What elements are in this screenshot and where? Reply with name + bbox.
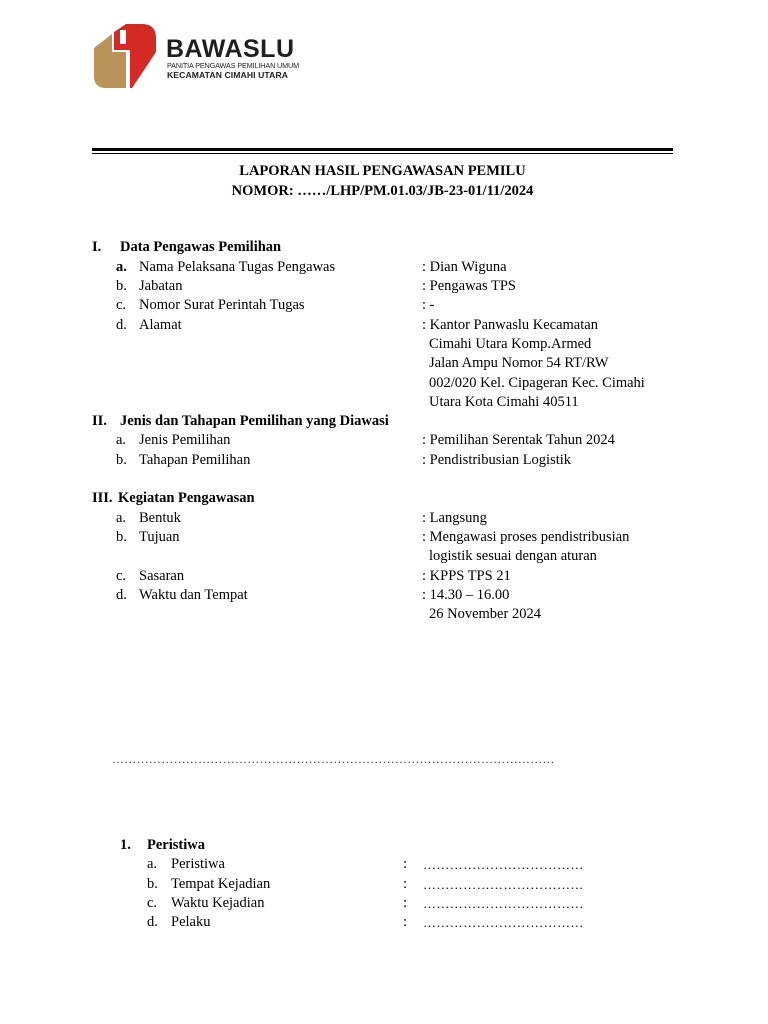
item-value: : Kantor Panwaslu Kecamatan [422,317,598,333]
item-label: Bentuk [139,510,181,526]
report-title: LAPORAN HASIL PENGAWASAN PEMILU [239,163,526,179]
address-line: Cimahi Utara Komp.Armed [429,336,592,352]
item-label: Nomor Surat Perintah Tugas [139,297,305,313]
item-value: : Pengawas TPS [422,278,516,294]
item-letter: a. [116,259,127,275]
blank-field: ……………………………… [423,877,584,892]
bawaslu-emblem-icon [92,22,158,90]
section-2-heading: Jenis dan Tahapan Pemilihan yang Diawasi [120,413,389,429]
item-colon: : [403,876,408,892]
item-value: : Mengawasi proses pendistribusian [422,529,630,545]
item-letter: c. [147,895,158,911]
item-value: : Pendistribusian Logistik [422,452,572,468]
logo-subtitle: PANITIA PENGAWAS PEMILIHAN UMUM [167,61,300,70]
item-label: Peristiwa [171,856,225,872]
blank-field: ……………………………… [423,857,584,872]
report-number: NOMOR: ……/LHP/PM.01.03/JB-23-01/11/2024 [231,183,534,199]
blank-field: ……………………………… [423,915,584,930]
item-letter: b. [147,876,158,892]
item-label: Pelaku [171,914,211,930]
header-rule-thin [92,153,673,154]
item-letter: c. [116,568,127,584]
item-label: Jabatan [139,278,183,294]
item-label: Tempat Kejadian [171,876,271,892]
item-letter: c. [116,297,127,313]
address-line: Jalan Ampu Nomor 54 RT/RW [429,355,609,371]
section-3-heading: Kegiatan Pengawasan [118,490,255,506]
item-letter: b. [116,278,127,294]
header-rule-thick [92,148,673,151]
waktu-continuation: 26 November 2024 [429,606,541,622]
item-value: : Langsung [422,510,487,526]
item-letter: d. [147,914,158,930]
item-colon: : [403,856,408,872]
bawaslu-logo [92,22,158,90]
dotted-separator: ……………………………………………………………………………………………… [112,752,555,766]
item-label: Nama Pelaksana Tugas Pengawas [139,259,336,275]
item-letter: a. [116,432,127,448]
item-letter: a. [116,510,127,526]
peristiwa-number: 1. [120,837,131,853]
item-letter: d. [116,317,127,333]
section-2-number: II. [92,413,107,429]
peristiwa-heading: Peristiwa [147,837,205,853]
address-line: Utara Kota Cimahi 40511 [429,394,579,410]
item-letter: a. [147,856,158,872]
item-label: Alamat [139,317,182,333]
tujuan-continuation: logistik sesuai dengan aturan [429,548,597,564]
address-line: 002/020 Kel. Cipageran Kec. Cimahi [429,375,645,391]
item-value: : - [422,297,435,313]
logo-name: BAWASLU [166,35,295,63]
item-label: Waktu Kejadian [171,895,265,911]
item-label: Tahapan Pemilihan [139,452,251,468]
section-1-heading: Data Pengawas Pemilihan [120,239,282,255]
item-colon: : [403,914,408,930]
item-value: : Dian Wiguna [422,259,507,275]
item-letter: b. [116,529,127,545]
item-label: Jenis Pemilihan [139,432,231,448]
item-value: : KPPS TPS 21 [422,568,511,584]
logo-subtitle-location: KECAMATAN CIMAHI UTARA [167,70,289,80]
item-label: Waktu dan Tempat [139,587,248,603]
item-value: : Pemilihan Serentak Tahun 2024 [422,432,615,448]
item-label: Tujuan [139,529,180,545]
item-value: : 14.30 – 16.00 [422,587,510,603]
item-letter: b. [116,452,127,468]
blank-field: ……………………………… [423,896,584,911]
item-colon: : [403,895,408,911]
section-1-number: I. [92,239,102,255]
item-label: Sasaran [139,568,185,584]
section-3-number: III. [92,490,113,506]
item-letter: d. [116,587,127,603]
